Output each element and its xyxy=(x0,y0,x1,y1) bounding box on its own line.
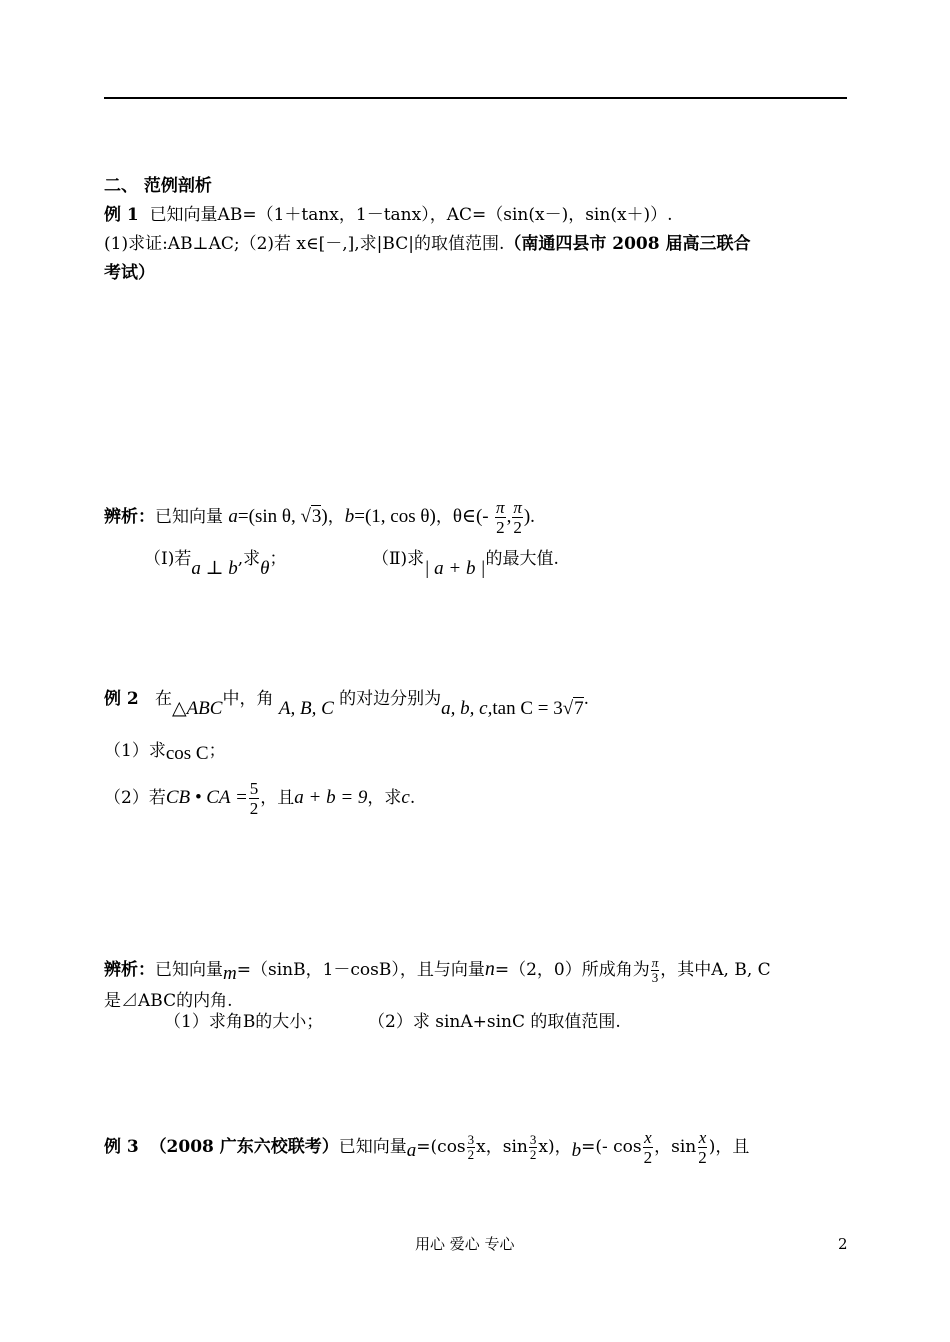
example-2-q2: （2）若CB • CA = $\frac{5}{2}$ ，且a + b = 9，求c. xyxy=(104,779,416,818)
example-1-source-end: 考试） xyxy=(104,263,155,283)
sqrt-7: 7 xyxy=(574,698,584,719)
triangle-abc: △ABC xyxy=(171,698,223,719)
fraction-5-over-2: $\frac{5}{2}$ xyxy=(249,779,259,818)
example-2-label: 例 2 xyxy=(104,689,139,709)
example-2-q1: （1）求cos C； xyxy=(104,741,226,764)
vector-a-value: =(sin θ, xyxy=(237,506,301,527)
analysis-1-q2: （Ⅱ)求| a + b |的最大值. xyxy=(372,549,559,579)
example-1-source: （南通四县市 2008 届高三联合 xyxy=(504,234,751,254)
perp-expr: a ⊥ b xyxy=(191,558,238,579)
analysis-1-q1: （Ⅰ)若a ⊥ b,求θ； xyxy=(144,549,287,579)
comma: ， xyxy=(435,507,453,527)
analysis-2-q1: （1）求角B的大小； xyxy=(164,1012,324,1032)
fraction-pi-over-2: $\frac{\pi}{2}$ xyxy=(496,498,505,537)
page-number: 2 xyxy=(838,1235,848,1253)
footer-motto: 用心 爱心 专心 xyxy=(415,1235,515,1253)
vector-a: a xyxy=(406,1140,417,1161)
cos-c: cos C xyxy=(165,743,209,764)
example-1-label: 例 1 xyxy=(104,205,139,225)
abs-sum-expr: | a + b | xyxy=(424,558,486,579)
angles: A, B, C xyxy=(278,698,334,719)
fraction-3-over-2: $\frac{3}{2}$ xyxy=(467,1132,475,1162)
vector-b: b xyxy=(344,506,355,527)
vector-a: a xyxy=(228,506,238,527)
analysis-2-q2: （2）求 sinA+sinC 的取值范围. xyxy=(368,1012,621,1032)
analysis-1-text: 已知向量 xyxy=(155,507,223,527)
example-3-label: 例 3 xyxy=(104,1137,139,1157)
fraction-pi-over-3: $\frac{\pi}{3}$ xyxy=(651,955,659,985)
example-1-line-2 xyxy=(104,233,751,255)
example-1-text: 已知向量AB=（1＋tanx，1－tanx），AC=（sin(x－)，sin(x＋)）. xyxy=(149,205,673,225)
comma: ， xyxy=(327,507,345,527)
example-1-line-1 xyxy=(104,204,673,226)
analysis-1-line-1: 辨析：已知向量 a=(sin θ, √3)，b=(1, cos θ)，θ∈(- $\frac{\pi}{2}$ , $\frac{\pi}{2}$ ). xyxy=(104,498,535,537)
tan-c: tan C = 3 xyxy=(492,698,563,719)
analysis-2-label: 辨析： xyxy=(104,960,155,980)
fraction-pi-over-2: $\frac{\pi}{2}$ xyxy=(513,498,522,537)
example-1-question: (1)求证:AB⊥AC;（2)若 x∈[－,],求|BC|的取值范围. xyxy=(104,234,505,254)
dot-product: CB • CA = xyxy=(165,787,248,808)
sqrt-3: 3 xyxy=(311,506,322,527)
theta-range: θ∈(- xyxy=(452,506,489,527)
analysis-2-line-1: 辨析：已知向量m=（sinB，1－cosB），且与向量n=（2，0）所成角为 $\frac{\pi}{3}$ ，其中A, B, C xyxy=(104,955,771,985)
analysis-1-label: 辨析： xyxy=(104,507,155,527)
vector-b-value: =(1, cos θ) xyxy=(354,506,436,527)
example-3-line-1: 例 3 （2008 广东六校联考）已知向量a=(cos $\frac{3}{2}$ x，sin $\frac{3}{2}$ x)，b=(- cos $\frac{x}{2}$ ，sin $\frac{x}{2}$ )，且 xyxy=(104,1128,750,1167)
sides: a, b, c, xyxy=(441,698,493,719)
analysis-2-line-2: 是⊿ABC的内角. xyxy=(104,991,233,1011)
sum-condition: a + b = 9 xyxy=(294,787,368,808)
header-rule xyxy=(104,97,847,99)
side-c: c xyxy=(401,787,410,808)
theta: θ xyxy=(260,558,270,579)
example-2-line-1: 例 2 在△ABC中，角 A, B, C 的对边分别为a, b, c,tan C = 3√7. xyxy=(104,689,590,719)
fraction-3-over-2: $\frac{3}{2}$ xyxy=(529,1132,537,1162)
fraction-x-over-2: $\frac{x}{2}$ xyxy=(643,1128,653,1167)
section-heading: 二、 范例剖析 xyxy=(104,176,212,196)
range-close: ). xyxy=(523,506,535,527)
vector-a-close: ) xyxy=(321,506,328,527)
fraction-x-over-2: $\frac{x}{2}$ xyxy=(698,1128,707,1167)
vector-n: n xyxy=(484,958,495,980)
vector-b: b xyxy=(571,1140,582,1161)
vector-m: m xyxy=(223,963,237,984)
example-3-source: （2008 广东六校联考） xyxy=(149,1137,339,1157)
